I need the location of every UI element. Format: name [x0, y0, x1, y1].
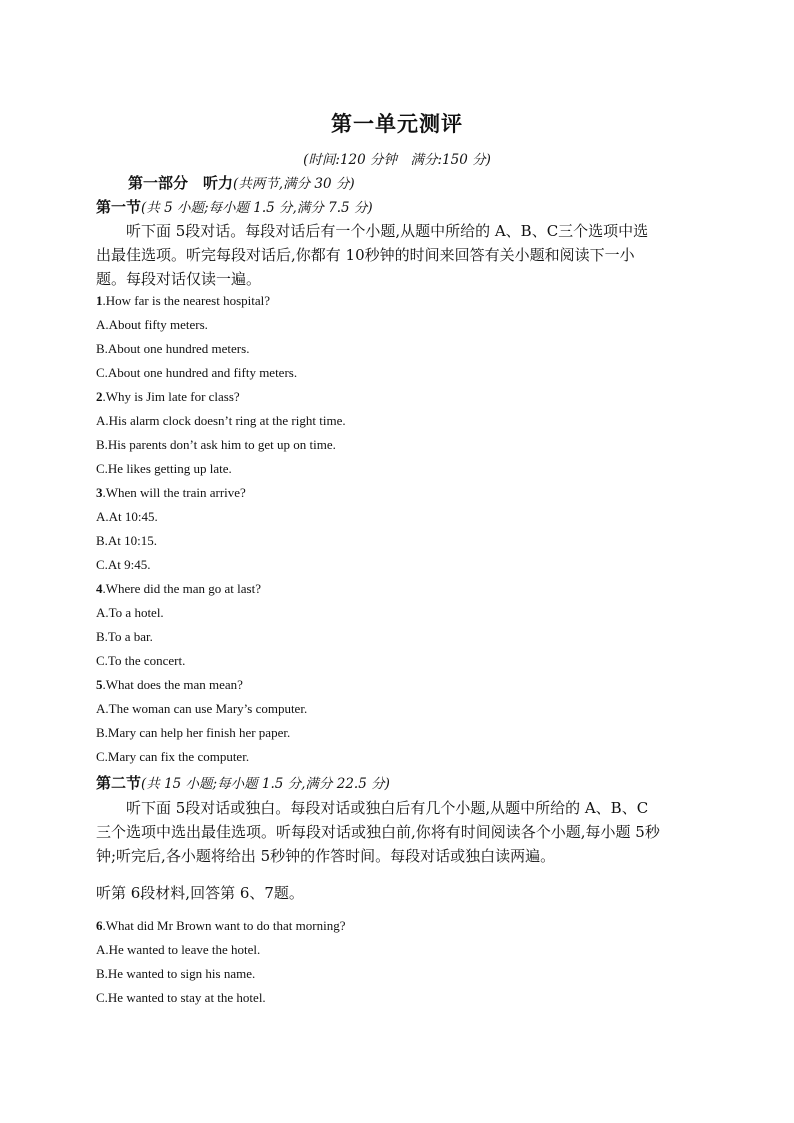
question-text: .What does the man mean?: [102, 677, 243, 692]
question-4: [96, 581, 261, 597]
option-a: A.The woman can use Mary’s computer.: [96, 701, 308, 716]
option-b: B.Mary can help her finish her paper.: [96, 725, 291, 740]
option-c: C.He likes getting up late.: [96, 461, 232, 476]
option-c: C.About one hundred and fifty meters.: [96, 365, 298, 380]
question-1: [96, 293, 270, 309]
question-text: .Where did the man go at last?: [102, 581, 261, 596]
question-number: 1: [96, 293, 103, 308]
instruction-line: 听下面 5段对话或独白。每段对话或独白后有几个小题,从题中所给的 A、B、C: [126, 799, 649, 817]
option-a: A.He wanted to leave the hotel.: [96, 942, 261, 957]
instruction-line: 听下面 5段对话。每段对话后有一个小题,从题中所给的 A、B、C三个选项中选: [126, 222, 649, 240]
question-number: 6: [96, 918, 103, 933]
section2-heading-note: (共 15 小题;每小题 1.5 分,满分 22.5 分): [141, 776, 390, 792]
option-b: B.His parents don’t ask him to get up on time.: [96, 437, 336, 452]
option-c: C.To the concert.: [96, 653, 186, 668]
question-text: .Why is Jim late for class?: [102, 389, 240, 404]
question-text: .When will the train arrive?: [102, 485, 246, 500]
question-text: .What did Mr Brown want to do that morning?: [102, 918, 346, 933]
question-5: [96, 677, 243, 693]
instruction-line: 题。每段对话仅读一遍。: [96, 270, 262, 288]
question-number: 2: [96, 389, 103, 404]
option-b: B.At 10:15.: [96, 533, 158, 548]
option-b: B.He wanted to sign his name.: [96, 966, 256, 981]
instruction-line: 钟;听完后,各小题将给出 5秒钟的作答时间。每段对话或独白读两遍。: [96, 847, 556, 865]
section1-heading-note: (共 5 小题;每小题 1.5 分,满分 7.5 分): [141, 200, 373, 216]
question-number: 3: [96, 485, 103, 500]
option-c: C.Mary can fix the computer.: [96, 749, 250, 764]
part1-heading-title: 第一部分 听力: [128, 174, 234, 192]
page-title: 第一单元测评: [331, 111, 463, 136]
question-3: [96, 485, 246, 501]
question-2: [96, 389, 240, 405]
option-a: A.His alarm clock doesn’t ring at the right time.: [96, 413, 346, 428]
instruction-line: 出最佳选项。听完每段对话后,你都有 10秒钟的时间来回答有关小题和阅读下一小: [96, 246, 635, 264]
part1-heading: [128, 172, 355, 193]
section1-heading: [96, 196, 373, 217]
section2-heading-title: 第二节: [96, 774, 142, 792]
option-a: A.About fifty meters.: [96, 317, 208, 332]
part1-heading-note: (共两节,满分 30 分): [233, 176, 355, 192]
option-c: C.He wanted to stay at the hotel.: [96, 990, 266, 1005]
question-text: .How far is the nearest hospital?: [102, 293, 271, 308]
section2-heading: [96, 772, 390, 793]
option-a: A.To a hotel.: [96, 605, 164, 620]
question-number: 4: [96, 581, 103, 596]
question-6: [96, 918, 346, 934]
question-number: 5: [96, 677, 103, 692]
section1-heading-title: 第一节: [96, 198, 142, 216]
exam-time-score: (时间:120 分钟 满分:150 分): [303, 152, 491, 168]
option-c: C.At 9:45.: [96, 557, 151, 572]
option-b: B.To a bar.: [96, 629, 153, 644]
instruction-line: 三个选项中选出最佳选项。听每段对话或独白前,你将有时间阅读各个小题,每小题 5秒: [96, 823, 660, 841]
material-6-instruction: 听第 6段材料,回答第 6、7题。: [96, 884, 304, 902]
option-a: A.At 10:45.: [96, 509, 158, 524]
option-b: B.About one hundred meters.: [96, 341, 250, 356]
